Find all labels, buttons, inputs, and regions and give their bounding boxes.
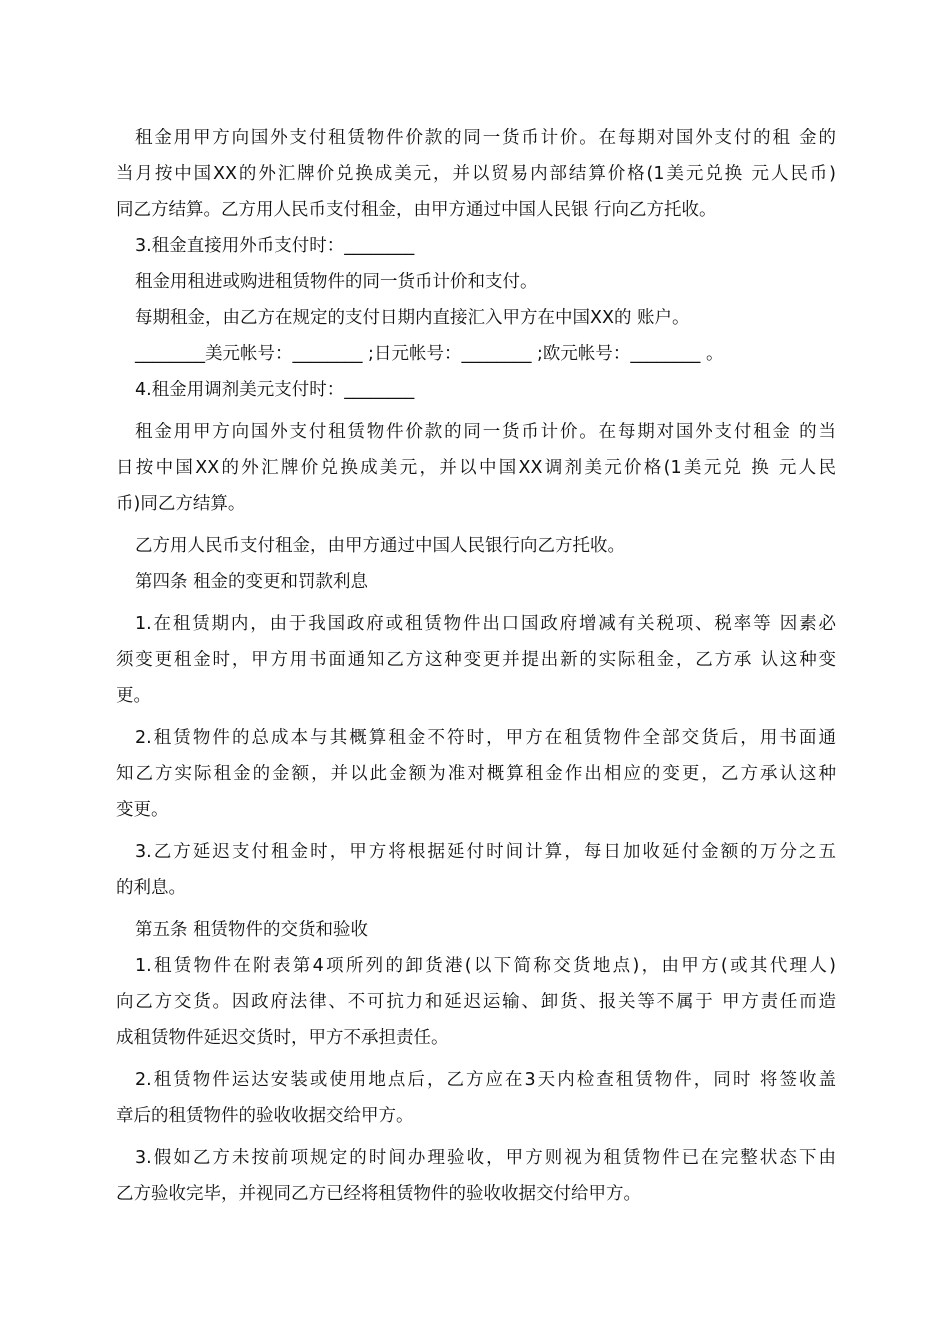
text-line: 须变更租金时，甲方用书面通知乙方这种变更并提出新的实际租金，乙方承 认这种变 bbox=[116, 650, 836, 670]
text-line: 日按中国XX的外汇牌价兑换成美元，并以中国XX调剂美元价格(1美元兑 换 元人民 bbox=[116, 458, 836, 478]
section-heading: 第五条 租赁物件的交货和验收 bbox=[135, 920, 369, 940]
text-line: 成租赁物件延迟交货时，甲方不承担责任。 bbox=[116, 1028, 449, 1048]
text-line: 3.假如乙方未按前项规定的时间办理验收，甲方则视为租赁物件已在完整状态下由 bbox=[135, 1148, 836, 1168]
text-line: 每期租金，由乙方在规定的支付日期内直接汇入甲方在中国XX的 账户。 bbox=[135, 308, 690, 328]
text-line: 1.租赁物件在附表第4项所列的卸货港(以下简称交货地点)，由甲方(或其代理人) bbox=[135, 956, 836, 976]
text-line: 变更。 bbox=[116, 800, 169, 820]
text-line: 1.在租赁期内，由于我国政府或租赁物件出口国政府增减有关税项、税率等 因素必 bbox=[135, 614, 836, 634]
text-line: 租金用甲方向国外支付租赁物件价款的同一货币计价。在每期对国外支付的租 金的 bbox=[135, 128, 836, 148]
text-line: 同乙方结算。乙方用人民币支付租金，由甲方通过中国人民银 行向乙方托收。 bbox=[116, 200, 717, 220]
text-line: 当月按中国XX的外汇牌价兑换成美元，并以贸易内部结算价格(1美元兑换 元人民币) bbox=[116, 164, 836, 184]
text-line: 章后的租赁物件的验收收据交给甲方。 bbox=[116, 1106, 414, 1126]
text-line: 3.租金直接用外币支付时：________ bbox=[135, 236, 415, 256]
section-heading: 第四条 租金的变更和罚款利息 bbox=[135, 572, 369, 592]
text-line: 的利息。 bbox=[116, 878, 186, 898]
text-line: 3.乙方延迟支付租金时，甲方将根据延付时间计算，每日加收延付金额的万分之五 bbox=[135, 842, 836, 862]
text-line: 租金用租进或购进租赁物件的同一货币计价和支付。 bbox=[135, 272, 538, 292]
text-line: 租金用甲方向国外支付租赁物件价款的同一货币计价。在每期对国外支付租金 的当 bbox=[135, 422, 836, 442]
text-line: 2.租赁物件的总成本与其概算租金不符时，甲方在租赁物件全部交货后，用书面通 bbox=[135, 728, 836, 748]
text-line: 4.租金用调剂美元支付时：________ bbox=[135, 380, 415, 400]
text-line: 币)同乙方结算。 bbox=[116, 494, 246, 514]
document-body bbox=[116, 120, 836, 1212]
text-line: ________美元帐号：________ ;日元帐号：________ ;欧元帐号：________ 。 bbox=[135, 344, 724, 364]
text-line: 乙方验收完毕，并视同乙方已经将租赁物件的验收收据交付给甲方。 bbox=[116, 1184, 641, 1204]
text-line: 更。 bbox=[116, 686, 151, 706]
text-line: 乙方用人民币支付租金，由甲方通过中国人民银行向乙方托收。 bbox=[135, 536, 625, 556]
text-line: 向乙方交货。因政府法律、不可抗力和延迟运输、卸货、报关等不属于 甲方责任而造 bbox=[116, 992, 836, 1012]
text-line: 知乙方实际租金的金额，并以此金额为准对概算租金作出相应的变更，乙方承认这种 bbox=[116, 764, 836, 784]
text-line: 2.租赁物件运达安装或使用地点后，乙方应在3天内检查租赁物件，同时 将签收盖 bbox=[135, 1070, 836, 1090]
